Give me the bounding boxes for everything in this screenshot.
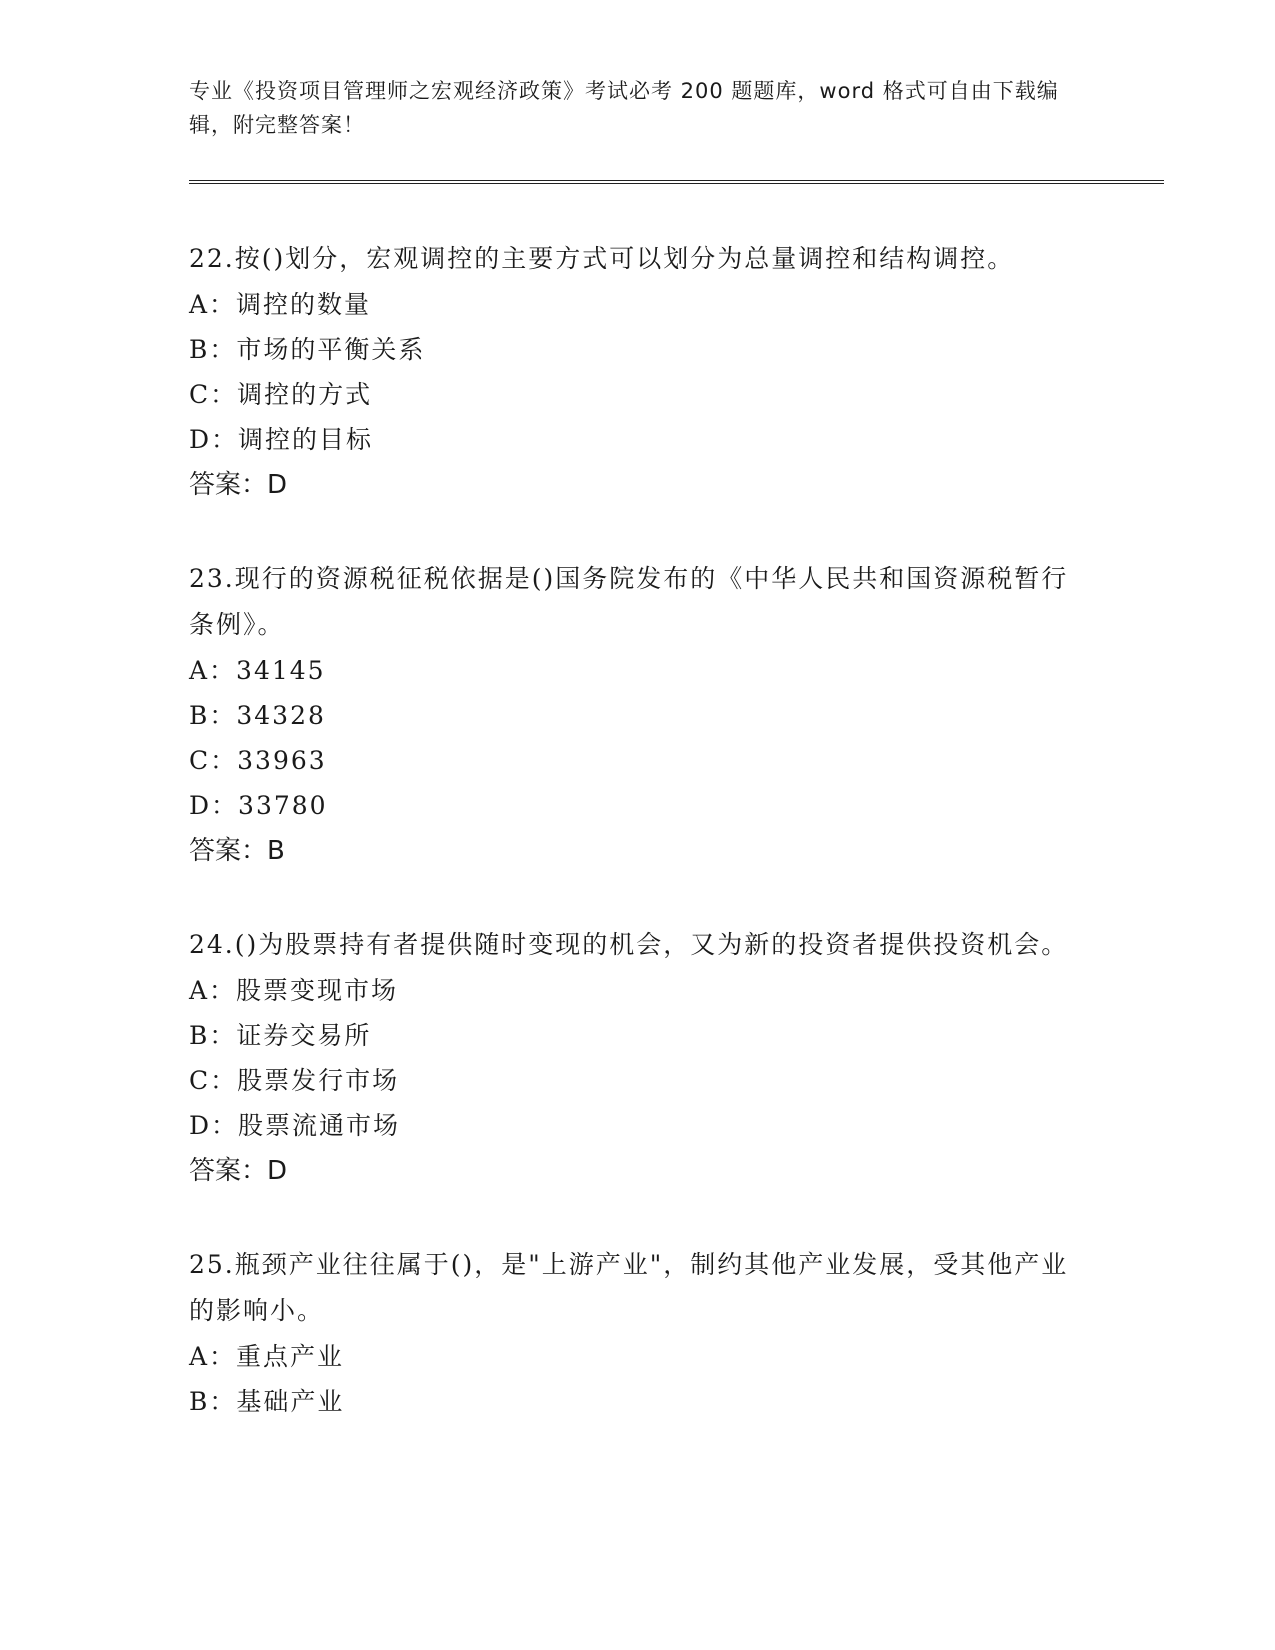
document-header-text: 专业《投资项目管理师之宏观经济政策》考试必考 200 题题库，word 格式可自由下载编辑，附完整答案！ <box>189 79 1059 137</box>
document-page <box>189 0 1164 1650</box>
option-a: A：股票变现市场 <box>189 976 399 1005</box>
option-c: C：33963 <box>189 746 327 775</box>
answer-line: 答案：D <box>189 470 288 500</box>
option-a: A：34145 <box>189 656 326 685</box>
question-25 <box>189 1242 1089 1424</box>
answer-line: 答案：D <box>189 1156 288 1186</box>
question-stem: 25.瓶颈产业往往属于()，是"上游产业"，制约其他产业发展，受其他产业的影响小。 <box>189 1250 1069 1325</box>
question-22 <box>189 236 1089 508</box>
question-24 <box>189 922 1089 1194</box>
option-c: C：股票发行市场 <box>189 1066 400 1095</box>
header-divider <box>189 180 1164 184</box>
question-stem: 23.现行的资源税征税依据是()国务院发布的《中华人民共和国资源税暂行条例》。 <box>189 564 1069 639</box>
question-list <box>189 236 1089 1472</box>
option-c: C：调控的方式 <box>189 380 373 409</box>
answer-line: 答案：B <box>189 836 285 866</box>
option-b: B：证券交易所 <box>189 1021 372 1050</box>
option-d: D：33780 <box>189 791 328 820</box>
option-b: B：市场的平衡关系 <box>189 335 426 364</box>
option-b: B：34328 <box>189 701 326 730</box>
option-d: D：调控的目标 <box>189 425 374 454</box>
question-23 <box>189 556 1089 874</box>
question-stem: 22.按()划分，宏观调控的主要方式可以划分为总量调控和结构调控。 <box>189 244 1015 273</box>
question-stem: 24.()为股票持有者提供随时变现的机会，又为新的投资者提供投资机会。 <box>189 930 1069 959</box>
option-b: B：基础产业 <box>189 1387 345 1416</box>
option-a: A：调控的数量 <box>189 290 372 319</box>
option-d: D：股票流通市场 <box>189 1111 401 1140</box>
option-a: A：重点产业 <box>189 1342 345 1371</box>
